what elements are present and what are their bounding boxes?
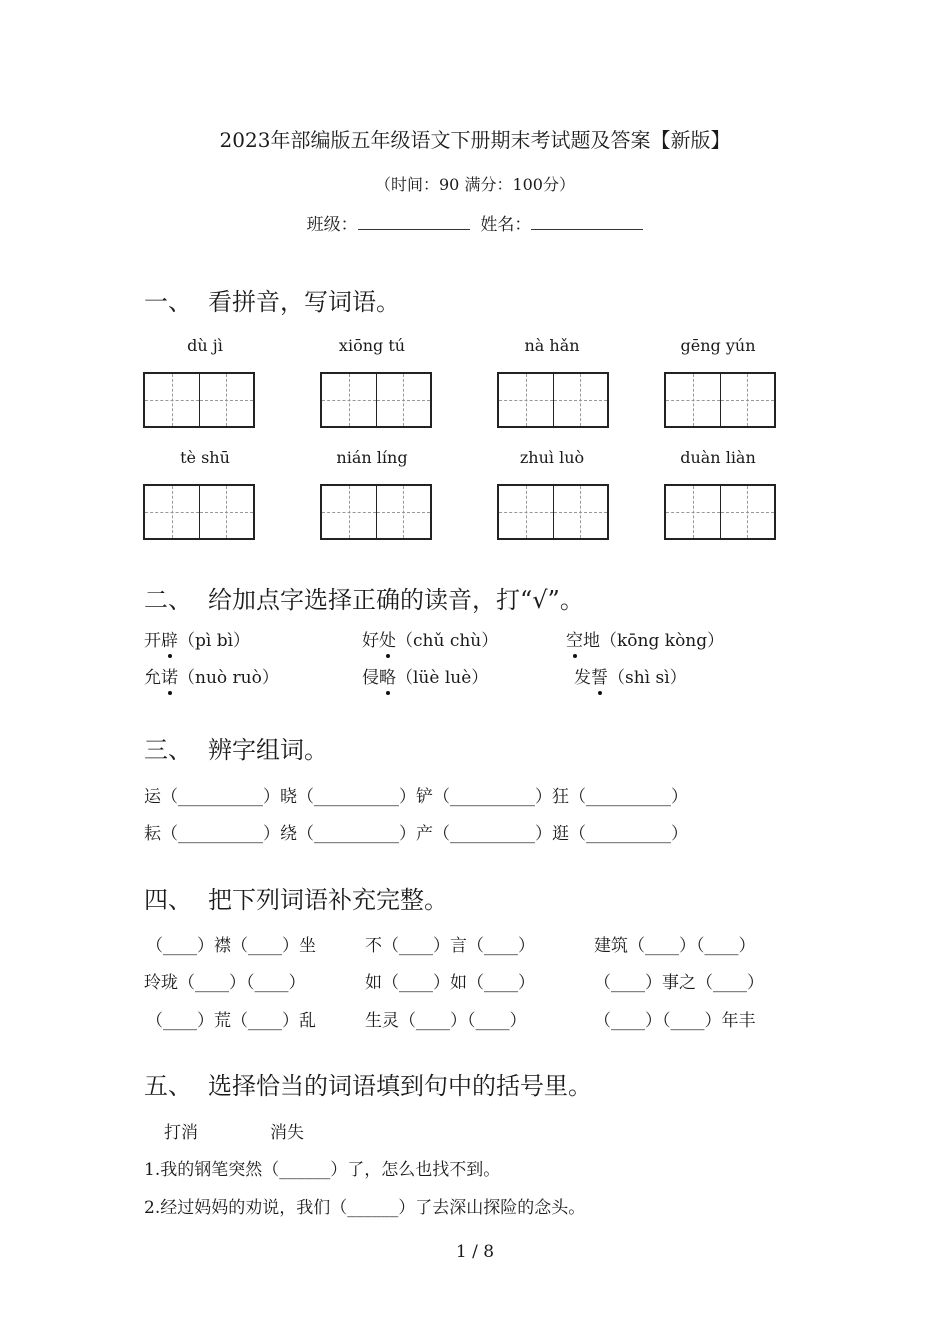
pronunciation-item[interactable] bbox=[566, 626, 724, 651]
pronunciation-item[interactable] bbox=[144, 663, 279, 688]
section-title: 选择恰当的词语填到句中的括号里。 bbox=[208, 1072, 592, 1100]
section-2-heading bbox=[144, 580, 584, 615]
pinyin-label: dù jì bbox=[187, 336, 223, 355]
section-number: 四、 bbox=[144, 886, 192, 914]
section-title: 辨字组词。 bbox=[208, 736, 328, 764]
pronunciation-item[interactable] bbox=[362, 663, 488, 688]
word-group-row[interactable]: 耘（__________）绕（__________）产（__________）逛（__________） bbox=[144, 824, 688, 844]
idiom-item[interactable]: （____）事之（____） bbox=[594, 973, 764, 993]
char: 侵 bbox=[362, 668, 379, 688]
student-info bbox=[0, 210, 950, 235]
page-title: 2023年部编版五年级语文下册期末考试题及答案【新版】 bbox=[219, 128, 731, 152]
name-label: 姓名： bbox=[480, 215, 532, 235]
reading-options: （chǔ chù） bbox=[396, 631, 499, 651]
dotted-char: 诺 bbox=[161, 663, 178, 688]
word-choice: 消失 bbox=[270, 1123, 304, 1143]
class-field[interactable] bbox=[358, 215, 470, 230]
idiom-item[interactable]: 玲珑（____）（____） bbox=[144, 973, 306, 993]
pinyin-label: nián líng bbox=[336, 448, 408, 467]
section-number: 五、 bbox=[144, 1072, 192, 1100]
reading-options: （kōng kòng） bbox=[600, 631, 725, 651]
idiom-item[interactable]: （____）（____）年丰 bbox=[594, 1011, 756, 1031]
dotted-char: 空 bbox=[566, 626, 583, 651]
dotted-char: 誓 bbox=[591, 663, 608, 688]
dotted-char: 辟 bbox=[161, 626, 178, 651]
page-number: 1 / 8 bbox=[455, 1242, 495, 1262]
writing-grid[interactable] bbox=[497, 484, 609, 540]
reading-options: （lüè luè） bbox=[396, 668, 489, 688]
idiom-item[interactable]: 如（____）如（____） bbox=[365, 973, 535, 993]
fill-sentence[interactable]: 2.经过妈妈的劝说，我们（______）了去深山探险的念头。 bbox=[144, 1198, 586, 1218]
writing-grid[interactable] bbox=[143, 484, 255, 540]
idiom-item[interactable]: （____）荒（____）乱 bbox=[146, 1011, 316, 1031]
section-3-heading bbox=[144, 730, 328, 765]
char: 好 bbox=[362, 631, 379, 651]
char: 开 bbox=[144, 631, 161, 651]
section-title: 把下列词语补充完整。 bbox=[208, 886, 448, 914]
writing-grid[interactable] bbox=[664, 372, 776, 428]
dotted-char: 处 bbox=[379, 626, 396, 651]
pronunciation-item[interactable] bbox=[144, 626, 250, 651]
pinyin-label: tè shū bbox=[180, 448, 230, 467]
pronunciation-item[interactable] bbox=[574, 663, 687, 688]
section-5-heading bbox=[144, 1066, 592, 1101]
char: 地 bbox=[583, 631, 600, 651]
fill-sentence[interactable]: 1.我的钢笔突然（______）了，怎么也找不到。 bbox=[144, 1160, 501, 1180]
class-label: 班级： bbox=[306, 215, 358, 235]
pinyin-label: xiōng tú bbox=[338, 336, 406, 355]
section-title: 看拼音，写词语。 bbox=[208, 288, 400, 316]
dotted-char: 略 bbox=[379, 663, 396, 688]
section-number: 三、 bbox=[144, 736, 192, 764]
idiom-item[interactable]: 不（____）言（____） bbox=[365, 936, 535, 956]
idiom-item[interactable]: 建筑（____）（____） bbox=[594, 936, 756, 956]
section-number: 一、 bbox=[144, 288, 192, 316]
word-group-row[interactable]: 运（__________）晓（__________）铲（__________）狂（__________） bbox=[144, 787, 688, 807]
reading-options: （nuò ruò） bbox=[178, 668, 279, 688]
reading-options: （shì sì） bbox=[608, 668, 687, 688]
section-1-heading bbox=[144, 282, 400, 317]
pronunciation-item[interactable] bbox=[362, 626, 498, 651]
idiom-item[interactable]: 生灵（____）（____） bbox=[365, 1011, 527, 1031]
pinyin-label: zhuì luò bbox=[519, 448, 585, 467]
section-4-heading bbox=[144, 880, 448, 915]
section-number: 二、 bbox=[144, 586, 192, 614]
reading-options: （pì bì） bbox=[178, 631, 251, 651]
pinyin-label: duàn liàn bbox=[680, 448, 756, 467]
writing-grid[interactable] bbox=[320, 484, 432, 540]
char: 发 bbox=[574, 668, 591, 688]
writing-grid[interactable] bbox=[664, 484, 776, 540]
word-choice: 打消 bbox=[164, 1123, 198, 1143]
section-title: 给加点字选择正确的读音，打“√”。 bbox=[208, 586, 584, 614]
writing-grid[interactable] bbox=[320, 372, 432, 428]
writing-grid[interactable] bbox=[497, 372, 609, 428]
pinyin-label: nà hǎn bbox=[524, 336, 580, 355]
name-field[interactable] bbox=[531, 215, 643, 230]
pinyin-label: gēng yún bbox=[680, 336, 756, 355]
char: 允 bbox=[144, 668, 161, 688]
writing-grid[interactable] bbox=[143, 372, 255, 428]
idiom-item[interactable]: （____）襟（____）坐 bbox=[146, 936, 316, 956]
exam-time-score: （时间：90 满分：100分） bbox=[375, 175, 575, 194]
